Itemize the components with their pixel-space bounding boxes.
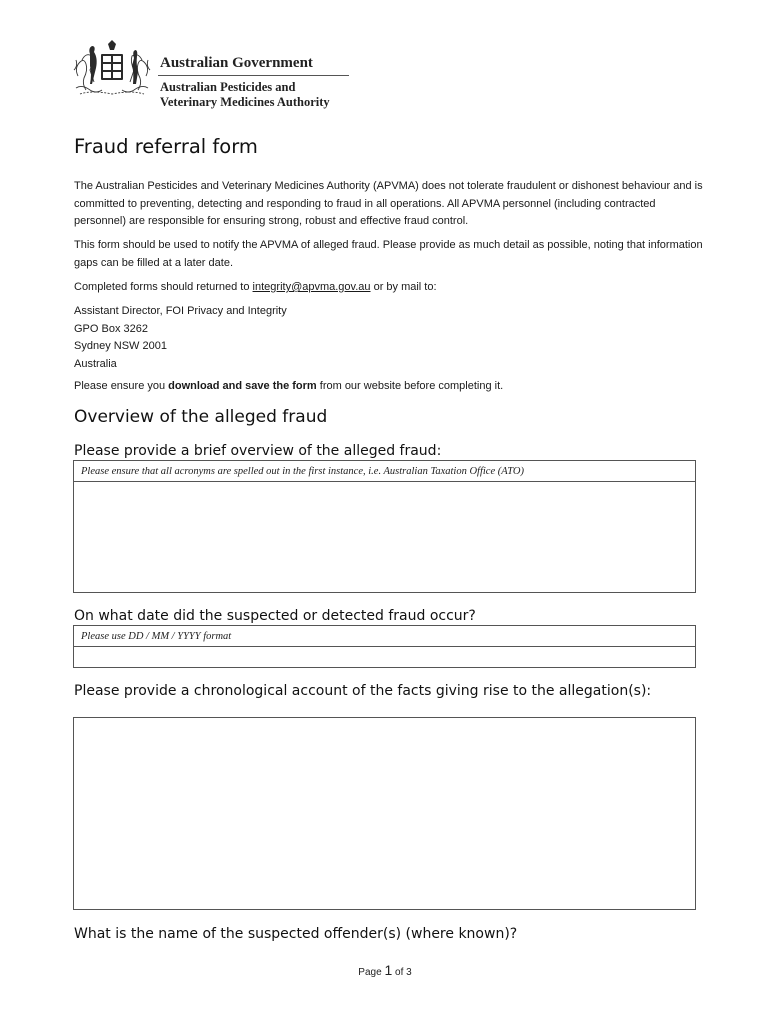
- address-line: GPO Box 3262: [74, 322, 148, 335]
- page-number: 1: [384, 962, 393, 978]
- question-offender-label: What is the name of the suspected offender(s) (where known)?: [74, 926, 518, 942]
- return-prefix: Completed forms should returned to: [74, 281, 253, 293]
- return-instructions: [74, 279, 704, 297]
- address-line: Sydney NSW 2001: [74, 340, 167, 352]
- return-suffix: or by mail to:: [370, 281, 437, 293]
- question-chronology-label: Please provide a chronological account of the facts giving rise to the allegation(s):: [74, 683, 652, 699]
- overview-field-hint: Please ensure that all acronyms are spelled out in the first instance, i.e. Australian Taxation Office (ATO): [74, 461, 695, 482]
- mailing-address: [74, 303, 704, 373]
- page-title: Fraud referral form: [74, 135, 258, 158]
- footer-prefix: Page: [358, 967, 385, 978]
- chronology-input[interactable]: [74, 718, 695, 909]
- download-notice: [74, 378, 704, 396]
- header-divider: [158, 75, 349, 76]
- intro-paragraph-2: This form should be used to notify the APVMA of alleged fraud. Please provide as much detail as possible, noting that information gaps can be filled at a later date.: [74, 239, 703, 269]
- download-emphasis: download and save the form: [168, 380, 317, 392]
- question-date-label: On what date did the suspected or detected fraud occur?: [74, 608, 476, 624]
- agency-name-line-2: Veterinary Medicines Authority: [160, 95, 330, 109]
- government-name: Australian Government: [160, 55, 313, 71]
- coat-of-arms-logo: [72, 40, 152, 98]
- integrity-email-link[interactable]: integrity@apvma.gov.au: [252, 281, 371, 293]
- download-suffix: from our website before completing it.: [316, 380, 504, 392]
- address-line: Assistant Director, FOI Privacy and Integrity: [74, 305, 287, 317]
- agency-name-line-1: Australian Pesticides and: [160, 80, 296, 94]
- section-heading-overview: Overview of the alleged fraud: [74, 407, 328, 427]
- overview-field-box: [73, 460, 696, 593]
- date-field-box: [73, 625, 696, 668]
- intro-paragraph-1: The Australian Pesticides and Veterinary Medicines Authority (APVMA) does not tolerate fraudulent or dishonest behaviour and is committed to preventing, detecting and responding to fraud in all operations. All APVMA personnel (including contracted personnel) are responsible for ensuring strong, robust and effective fraud control.: [74, 180, 703, 227]
- question-overview-label: Please provide a brief overview of the alleged fraud:: [74, 443, 442, 459]
- footer-suffix: of 3: [392, 967, 412, 978]
- overview-input[interactable]: [74, 482, 695, 592]
- download-prefix: Please ensure you: [74, 380, 169, 392]
- chronology-field-box: [73, 717, 696, 910]
- date-field-hint: Please use DD / MM / YYYY format: [74, 626, 695, 647]
- page-footer: [0, 962, 770, 978]
- date-input[interactable]: [74, 647, 695, 667]
- address-line: Australia: [74, 357, 117, 370]
